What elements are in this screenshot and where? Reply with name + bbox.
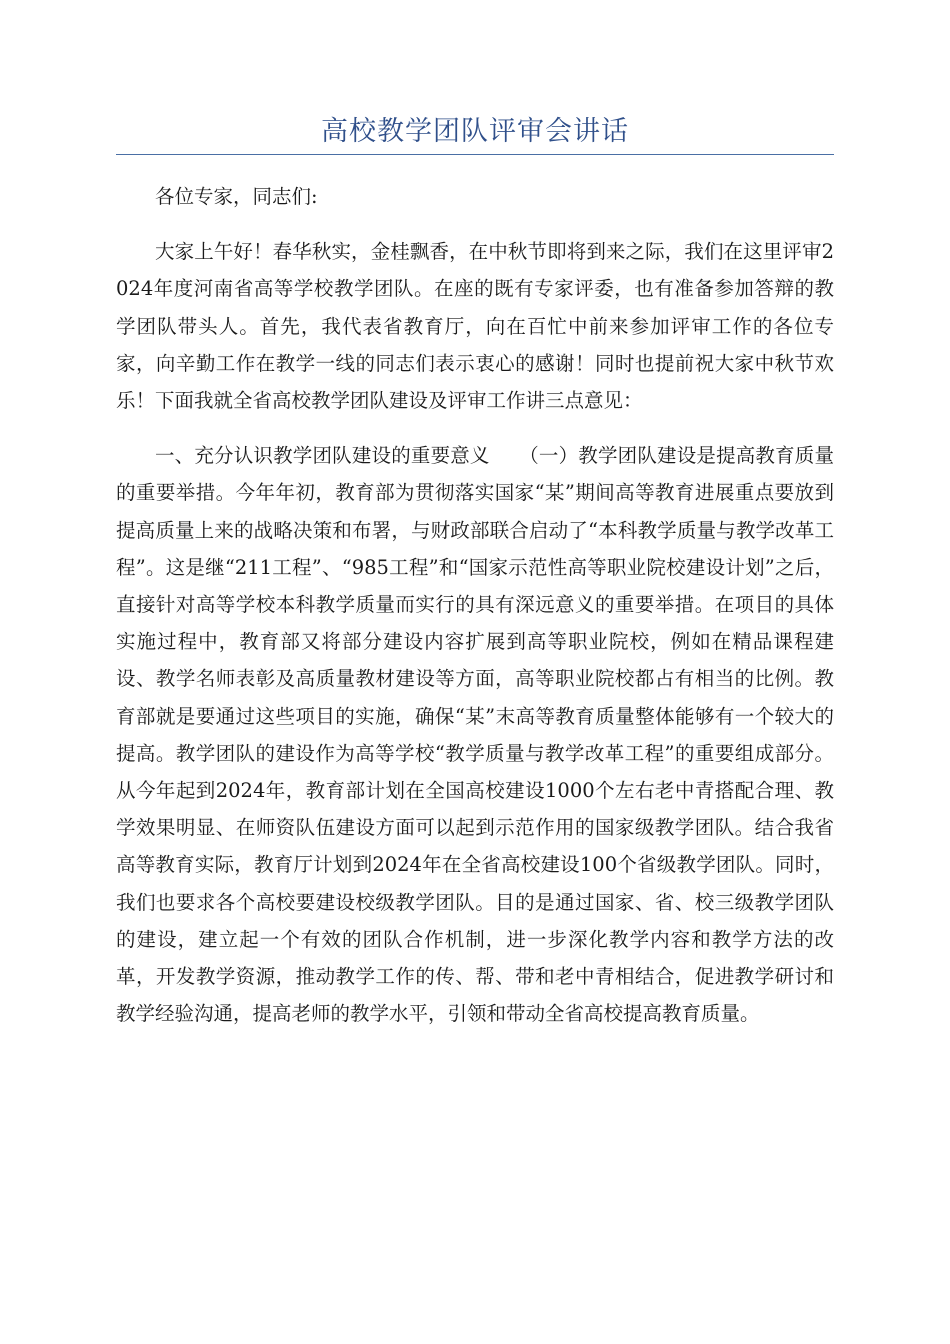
paragraph-greeting: 大家上午好！春华秋实，金桂飘香，在中秋节即将到来之际，我们在这里评审2024年度河南省高等学校教学团队。在座的既有专家评委，也有准备参加答辩的教学团队带头人。首先，我代表省教育厅，向在百忙中前来参加评审工作的各位专家，向辛勤工作在教学一线的同志们表示衷心的感谢！同时也提前祝大家中秋节欢乐！下面我就全省高校教学团队建设及评审工作讲三点意见： [116,240,834,413]
document-body [116,178,834,1050]
title-underline-divider [116,154,834,155]
document-title: 高校教学团队评审会讲话 [321,116,629,147]
paragraph-section-one: 一、充分认识教学团队建设的重要意义 （一）教学团队建设是提高教育质量的重要举措。今年年初，教育部为贯彻落实国家“某”期间高等教育进展重点要放到提高质量上来的战略决策和布署，与财政部联合启动了“本科教学质量与教学改革工程”。这是继“211工程”、“985工程”和“国家示范性高等职业院校建设计划”之后，直接针对高等学校本科教学质量而实行的具有深远意义的重要举措。在项目的具体实施过程中，教育部又将部分建设内容扩展到高等职业院校，例如在精品课程建设、教学名师表彰及高质量教材建设等方面，高等职业院校都占有相当的比例。教育部就是要通过这些项目的实施，确保“某”末高等教育质量整体能够有一个较大的提高。教学团队的建设作为高等学校“教学质量与教学改革工程”的重要组成部分。从今年起到2024年，教育部计划在全国高校建设1000个左右老中青搭配合理、教学效果明显、在师资队伍建设方面可以起到示范作用的国家级教学团队。结合我省高等教育实际，教育厅计划到2024年在全省高校建设100个省级教学团队。同时，我们也要求各个高校要建设校级教学团队。目的是通过国家、省、校三级教学团队的建设，建立起一个有效的团队合作机制，进一步深化教学内容和教学方法的改革，开发教学资源，推动教学工作的传、帮、带和老中青相结合，促进教学研讨和教学经验沟通，提高老师的教学水平，引领和带动全省高校提高教育质量。 [116,444,834,1026]
salutation: 各位专家，同志们: [155,185,318,208]
